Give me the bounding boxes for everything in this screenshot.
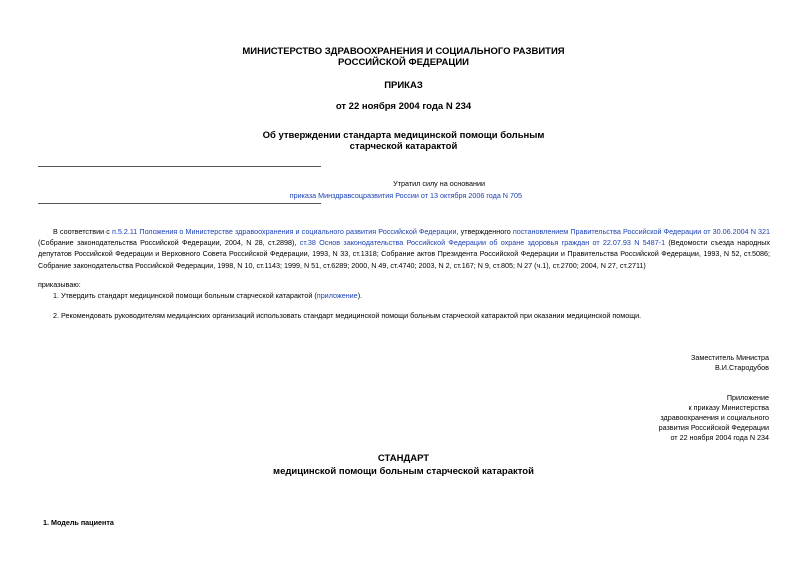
preamble-text-3: (Собрание законодательства Российской Федерации, 2004, N 28, ст.2898), [38,238,300,248]
order-item-1-end: ). [357,291,363,300]
order-item-1-text: 1. Утвердить стандарт медицинской помощи больным старческой катарактой ( [53,291,317,300]
signature-block [691,353,769,373]
standard-title: СТАНДАРТ [377,453,430,464]
ministry-title [0,46,807,68]
regulation-link[interactable]: п.5.2.11 Положения о Министерстве здравоохранения и социального развития Российской Федерации [111,227,457,236]
appendix-line2: к приказу Министерства [688,403,769,412]
ministry-title-line2: РОССИЙСКОЙ ФЕДЕРАЦИИ [337,57,469,68]
preamble-text-1: В соответствии с [53,227,112,236]
appendix-line1: Приложение [726,393,769,402]
doc-subject [0,130,807,152]
appendix-line4: развития Российской Федерации [658,423,769,432]
revoked-label: Утратил силу на основании [393,179,485,188]
preamble-text-4: (Ведомости съезда народных депутатов Российской Федерации и Верховного Совета Российской Федерации, 1993, N 33, ст.1318; Собрание актов Президента Российской Федерации и Правительства Российской Федерации, 1993, N 52, ст.5086; Собрание законодательства Российской Федерации, 1998, N 10, ст.1143; 1999, N 51, ст.6289; 2000, N 49, ст.4740; 2003, N 2, ст.167; N 9, ст.805; N 27 (ч.1), ст.2700; 2004, N 27, ст.2711) [38,238,771,270]
divider-top [38,166,321,167]
standard-heading [0,452,807,478]
standard-subtitle: медицинской помощи больным старческой катарактой [273,466,534,477]
appendix-line5: от 22 ноября 2004 года N 234 [670,433,769,442]
appendix-link[interactable]: приложение [316,291,358,300]
revoked-note [38,178,522,202]
doc-subject-line1: Об утверждении стандарта медицинской помощи больным [262,130,545,141]
resolution-link[interactable]: постановлением Правительства Российской Федерации от 30.06.2004 N 321 [512,227,770,236]
order-item-2: 2. Рекомендовать руководителям медицинских организаций использовать стандарт медицинской помощи больным старческой катарактой при оказании медицинской помощи. [53,311,642,320]
law-article-link[interactable]: ст.38 Основ законодательства Российской Федерации об охране здоровья граждан от 22.07.93 N 5487-1 [299,238,666,248]
appendix-block [659,393,769,443]
doc-subject-line2: старческой катарактой [349,141,458,152]
signature-name: В.И.Стародубов [715,363,769,372]
revoked-link[interactable]: приказа Минздравсоцразвития России от 13 октября 2006 года N 705 [289,191,522,200]
appendix-line3: здравоохранения и социального [660,413,769,422]
section-1-title: 1. Модель пациента [43,518,114,527]
doc-type: ПРИКАЗ [384,80,423,91]
ministry-title-line1: МИНИСТЕРСТВО ЗДРАВООХРАНЕНИЯ И СОЦИАЛЬНОГО РАЗВИТИЯ [242,46,565,57]
doc-date: от 22 ноября 2004 года N 234 [335,101,472,112]
preamble-text-2: , утвержденного [456,227,513,236]
order-verb: приказываю: [38,280,81,289]
signature-position: Заместитель Министра [691,353,769,362]
order-item-1 [38,290,770,301]
preamble-paragraph [38,226,770,271]
divider-bottom [38,203,321,204]
